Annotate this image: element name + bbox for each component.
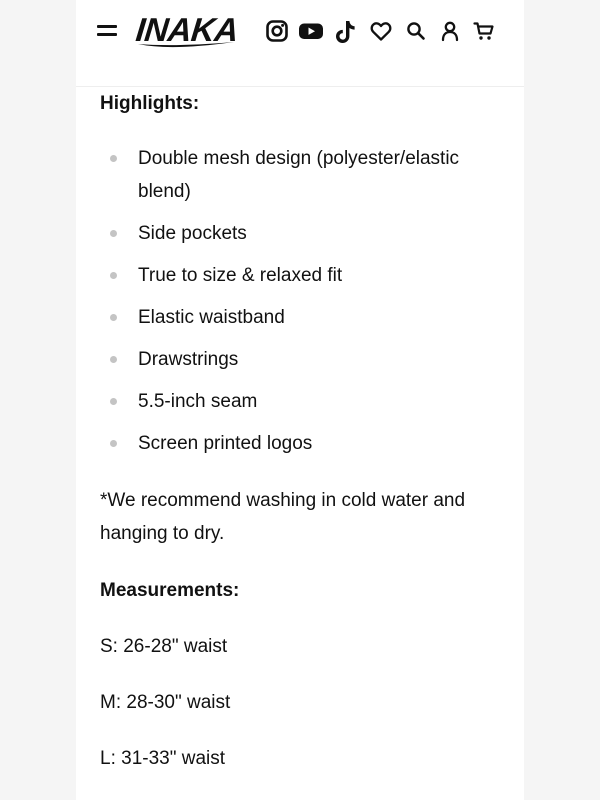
list-item-text: Elastic waistband — [138, 307, 285, 328]
list-item-text: Drawstrings — [138, 349, 239, 370]
bullet-dot — [110, 155, 117, 162]
list-item — [100, 217, 480, 250]
youtube-icon[interactable] — [298, 19, 324, 45]
logo-swoosh-icon — [136, 40, 236, 50]
account-icon[interactable] — [438, 19, 464, 45]
list-item — [100, 343, 480, 376]
highlights-list — [100, 142, 480, 469]
size-medium: M: 28-30" waist — [100, 692, 231, 713]
bullet-dot — [110, 272, 117, 279]
site-header — [76, 0, 524, 87]
size-small: S: 26-28" waist — [100, 636, 228, 657]
list-item — [100, 301, 480, 334]
list-item-text: True to size & relaxed fit — [138, 265, 343, 286]
measurements-heading: Measurements: — [100, 580, 240, 601]
bullet-dot — [110, 356, 117, 363]
size-large: L: 31-33" waist — [100, 748, 226, 769]
menu-icon[interactable] — [97, 22, 119, 40]
cart-icon[interactable] — [472, 19, 498, 45]
search-icon[interactable] — [404, 19, 430, 45]
list-item-text: 5.5-inch seam — [138, 391, 258, 412]
highlights-heading: Highlights: — [100, 93, 200, 114]
list-item — [100, 142, 480, 208]
list-item-text: Side pockets — [138, 223, 247, 244]
list-item — [100, 385, 480, 418]
list-item — [100, 427, 480, 460]
instagram-icon[interactable] — [265, 19, 291, 45]
list-item — [100, 259, 480, 292]
bullet-dot — [110, 440, 117, 447]
bullet-dot — [110, 398, 117, 405]
bullet-dot — [110, 314, 117, 321]
care-note: *We recommend washing in cold water and hanging to dry. — [100, 490, 466, 544]
heart-icon[interactable] — [369, 19, 395, 45]
brand-logo[interactable] — [136, 10, 238, 56]
bullet-dot — [110, 230, 117, 237]
list-item-text: Double mesh design (polyester/elastic blend) — [138, 148, 460, 202]
logo-text: INAKA — [134, 11, 240, 48]
product-description-page — [76, 0, 524, 800]
tiktok-icon[interactable] — [333, 19, 359, 45]
list-item-text: Screen printed logos — [138, 433, 313, 454]
